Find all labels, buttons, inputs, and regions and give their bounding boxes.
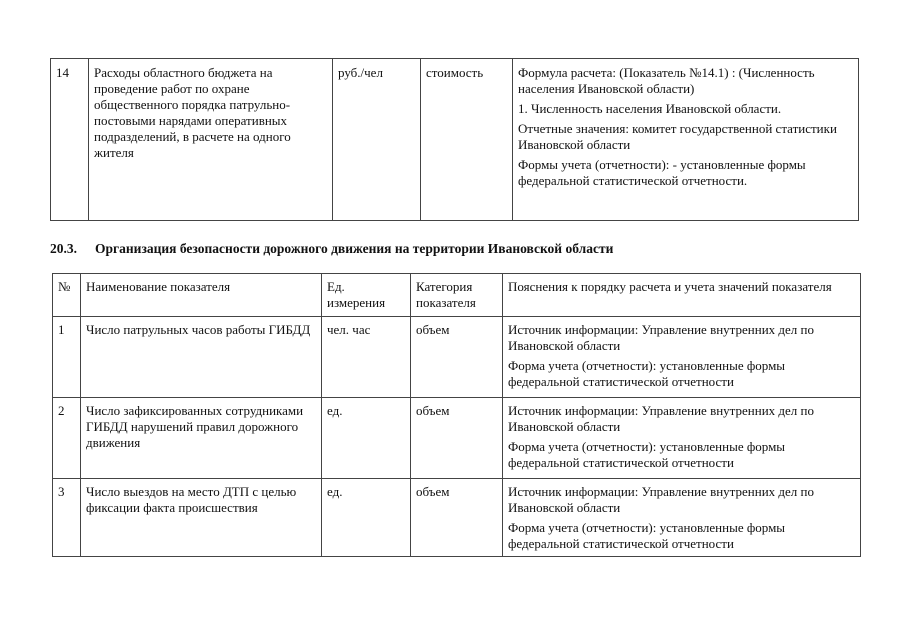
row-number: 14 <box>51 59 89 221</box>
notes <box>503 479 861 557</box>
reporting-source: Отчетные значения: комитет государственной статистики Ивановской области <box>518 121 837 152</box>
unit: руб./чел <box>333 59 421 221</box>
indicator-name: Число зафиксированных сотрудниками ГИБДД нарушений правил дорожного движения <box>81 398 322 479</box>
reporting-form: Формы учета (отчетности): - установленные формы федеральной статистической отчетности. <box>518 157 806 188</box>
info-source: Источник информации: Управление внутренних дел по Ивановской области <box>508 322 814 353</box>
header-category: Категория показателя <box>411 274 503 317</box>
indicator-14-table <box>50 58 859 221</box>
category: стоимость <box>421 59 513 221</box>
header-name: Наименование показателя <box>81 274 322 317</box>
indicator-name: Число выездов на место ДТП с целью фиксации факта происшествия <box>81 479 322 557</box>
info-source: Источник информации: Управление внутренних дел по Ивановской области <box>508 403 814 434</box>
indicators-table <box>52 273 861 557</box>
row-number: 3 <box>53 479 81 557</box>
category: объем <box>411 317 503 398</box>
reporting-form: Форма учета (отчетности): установленные формы федеральной статистической отчетности <box>508 358 786 389</box>
section-heading <box>50 241 860 257</box>
category: объем <box>411 398 503 479</box>
table-row <box>53 317 861 398</box>
unit: ед. <box>322 479 411 557</box>
reporting-form: Форма учета (отчетности): установленные формы федеральной статистической отчетности <box>508 520 786 551</box>
formula-text: Формула расчета: (Показатель №14.1) : (Численность населения Ивановской области) <box>518 65 815 96</box>
table-header-row <box>53 274 861 317</box>
indicator-name: Расходы областного бюджета на проведение работ по охране общественного порядка патрульно-постовыми нарядами оперативных подразделений, в расчете на одного жителя <box>89 59 333 221</box>
notes <box>503 398 861 479</box>
row-number: 2 <box>53 398 81 479</box>
category: объем <box>411 479 503 557</box>
header-unit: Ед. измерения <box>322 274 411 317</box>
unit: чел. час <box>322 317 411 398</box>
formula-item: 1. Численность населения Ивановской области. <box>518 101 782 116</box>
section-title: Организация безопасности дорожного движения на территории Ивановской области <box>95 241 614 256</box>
section-number: 20.3. <box>50 241 77 256</box>
notes <box>513 59 859 221</box>
indicator-name: Число патрульных часов работы ГИБДД <box>81 317 322 398</box>
table-row <box>51 59 859 221</box>
reporting-form: Форма учета (отчетности): установленные формы федеральной статистической отчетности <box>508 439 786 470</box>
info-source: Источник информации: Управление внутренних дел по Ивановской области <box>508 484 814 515</box>
header-num: № <box>53 274 81 317</box>
unit: ед. <box>322 398 411 479</box>
header-notes: Пояснения к порядку расчета и учета значений показателя <box>503 274 861 317</box>
notes <box>503 317 861 398</box>
row-number: 1 <box>53 317 81 398</box>
table-row <box>53 479 861 557</box>
table-row <box>53 398 861 479</box>
